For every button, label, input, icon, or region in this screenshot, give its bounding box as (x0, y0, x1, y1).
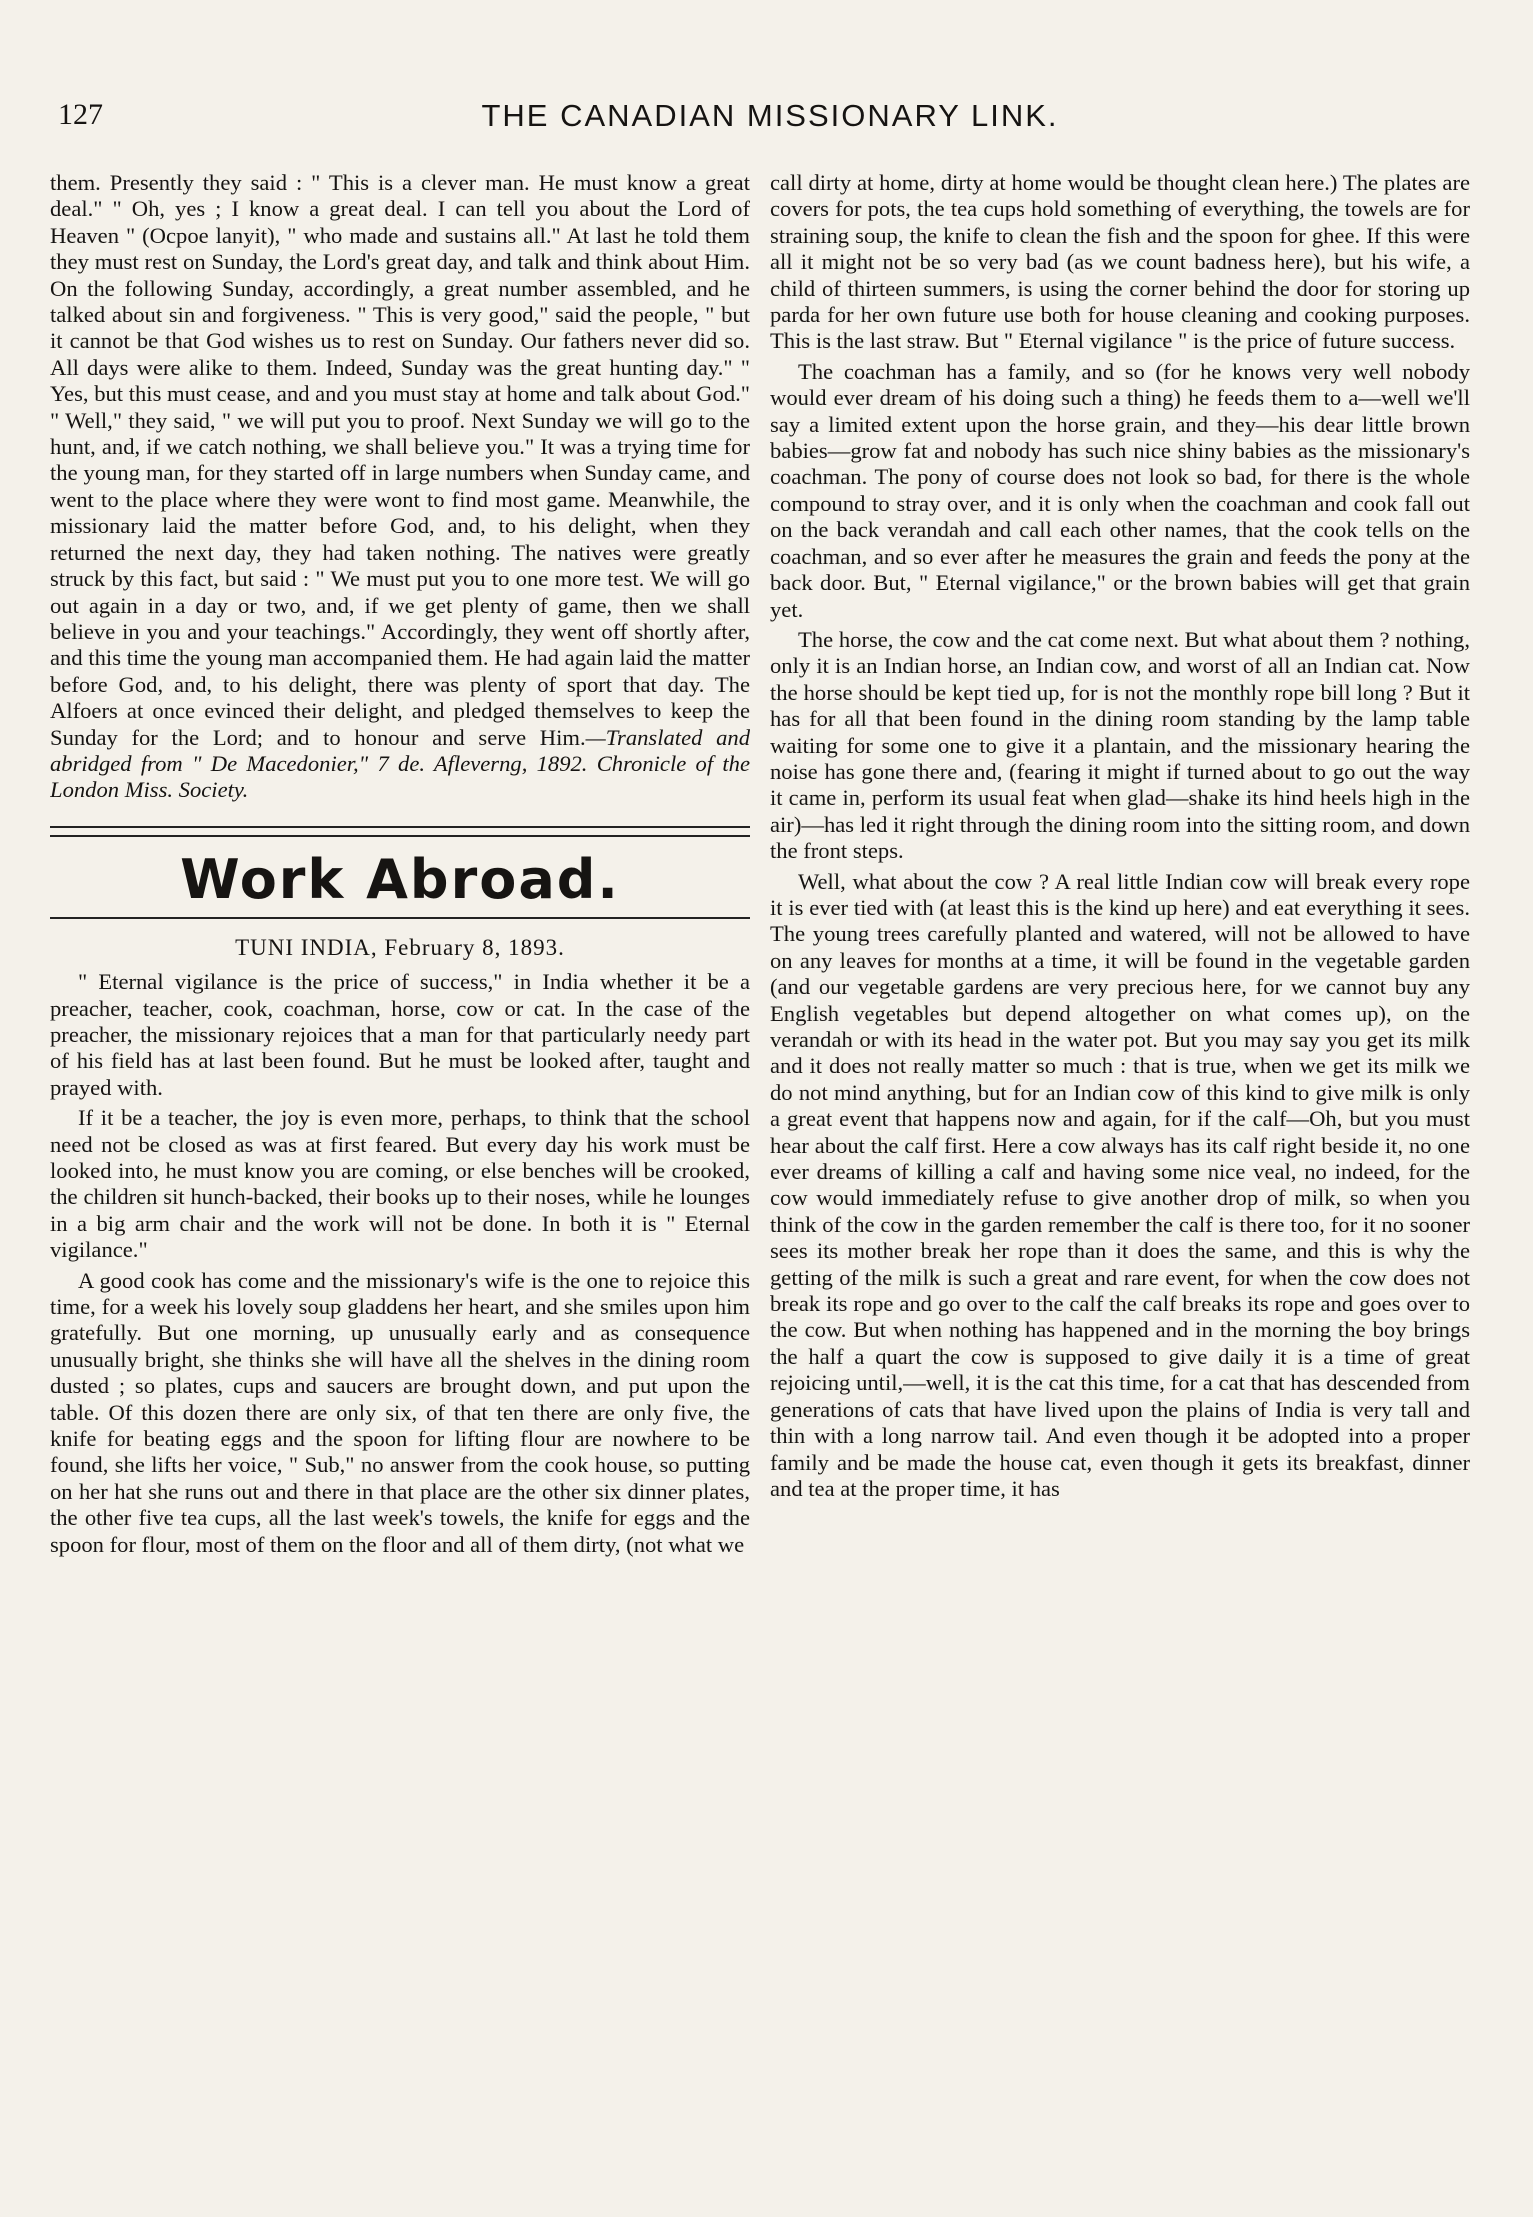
section-divider (50, 826, 750, 837)
article-paragraph: " Eternal vigilance is the price of success," in India whether it be a preacher, teacher, cook, coachman, horse, cow or cat. In the case of the preacher, the missionary rejoices that a man for that particularly needy part of his field has at last been found. But he must be looked after, taught and prayed with. (50, 969, 750, 1100)
continued-article-text: them. Presently they said : " This is a clever man. He must know a great deal." " Oh, yes ; I know a great deal. I can tell you about the Lord of Heaven " (Ocpoe lanyit), " who made and sustains all." At last he told them they must rest on Sunday, the Lord's great day, and talk and think about Him. On the following Sunday, accordingly, a great number assembled, and he talked about sin and forgiveness. " This is very good," said the people, " but it cannot be that God wishes us to rest on Sunday. Our fathers never did so. All days were alike to them. Indeed, Sunday was the great hunting day." " Yes, but this must cease, and and you must stay at home and talk about God." " Well," they said, " we will put you to proof. Next Sunday we will go to the hunt, and, if we catch nothing, we shall believe you." It was a trying time for the young man, for they started off in large numbers when Sunday came, and went to the place where they were wont to find most game. Meanwhile, the missionary laid the matter before God, and, to his delight, when they returned the next day, they had taken nothing. The natives were greatly struck by this fact, but said : " We must put you to one more test. We will go out again in a day or two, and, if we get plenty of game, then we shall believe in you and your teachings." Accordingly, they went off shortly after, and this time the young man accompanied them. He had again laid the matter before God, and, to his delight, there was plenty of sport that day. The Alfoers at once evinced their delight, and pledged themselves to keep the Sunday for the Lord; and to honour and serve Him.—Translated and abridged from " De Macedonier," 7 de. Afleverng, 1892. Chronicle of the London Miss. Society. (50, 170, 750, 803)
section-heading: Work Abroad. (180, 847, 620, 911)
article-paragraph: If it be a teacher, the joy is even more, perhaps, to think that the school need not be closed as was at first feared. But every day his work must be looked into, he must know you are coming, or else benches will be crooked, the children sit hunch-backed, their books up to their noses, while he lounges in a big arm chair and the work will not be done. In both it is " Eternal vigilance." (50, 1105, 750, 1263)
dateline: TUNI INDIA, February 8, 1893. (235, 934, 565, 960)
running-title: THE CANADIAN MISSIONARY LINK. (481, 98, 1059, 133)
left-column (50, 170, 750, 2190)
article-paragraph: Well, what about the cow ? A real little Indian cow will break every rope it is ever tied with (at least this is the kind up here) and eat everything it sees. The young trees carefully planted and watered, will not be allowed to have on any leaves for months at a time, it will be found in the vegetable garden (and our vegetable gardens are very precious here, for we cannot buy any English vegetables but depend altogether on what comes up), on the verandah or with its head in the water pot. But you may say you get its milk and it does not really matter so much : that is true, when we get its milk we do not mind anything, but for an Indian cow of this kind to give milk is only a great event that happens now and again, for if the calf—Oh, but you must hear about the calf first. Here a cow always has its calf right beside it, no one ever dreams of killing a calf and having some nice veal, no indeed, for the cow would immediately refuse to give another drop of milk, so when you think of the cow in the garden remember the calf is there too, for it no sooner sees its mother break her rope than it does the same, and this is why the getting of the milk is such a great and rare event, for when the cow does not break its rope and go over to the calf the calf breaks its rope and goes over to the cow. But when nothing has happened and in the morning the boy brings the half a quart the cow is supposed to give daily it is a time of great rejoicing until,—well, it is the cat this time, for a cat that has descended from generations of cats that have lived upon the plains of India is very tall and thin with a long narrow tail. And even though it be adopted into a proper family and be made the house cat, even though it gets its breakfast, dinner and tea at the proper time, it has (770, 868, 1470, 1501)
article-paragraph: call dirty at home, dirty at home would be thought clean here.) The plates are covers for pots, the tea cups hold something of everything, the towels are for straining soup, the knife to clean the fish and the spoon for ghee. If this were all it might not be so very bad (as we count badness here), but his wife, a child of thirteen summers, is using the corner behind the door for storing up parda for her own future use both for house cleaning and cooking purposes. This is the last straw. But " Eternal vigilance " is the price of future success. (770, 170, 1470, 354)
right-column (770, 170, 1470, 2190)
article-paragraph: The horse, the cow and the cat come next. But what about them ? nothing, only it is an Indian horse, an Indian cow, and worst of all an Indian cat. Now the horse should be kept tied up, for is not the monthly rope bill long ? But it has for all that been found in the dining room standing by the lamp table waiting for some one to give it a plantain, and the missionary hearing the noise has gone there and, (fearing it might if turned about to go out the way it came in, perform its usual feat when glad—shake its hind heels high in the air)—has led it right through the dining room into the sitting room, and down the front steps. (770, 626, 1470, 864)
page-number: 127 (58, 98, 103, 131)
page-header (50, 98, 1490, 142)
article-paragraph: The coachman has a family, and so (for he knows very well nobody would ever dream of his doing such a thing) he feeds them to a—well we'll say a limited extent upon the horse grain, and they—his dear little brown babies—grow fat and nobody has such nice shiny babies as the missionary's coachman. The pony of course does not look so bad, for there is the whole compound to stray over, and it is only when the coachman and cook fall out on the back verandah and call each other names, that the cook tells on the coachman, and so ever after he measures the grain and feeds the pony at the back door. But, " Eternal vigilance," or the brown babies will get that grain yet. (770, 358, 1470, 622)
heading-rule (50, 917, 750, 919)
article-paragraph: A good cook has come and the missionary's wife is the one to rejoice this time, for a week his lovely soup gladdens her heart, and she smiles upon him gratefully. But one morning, up unusually early and as consequence unusually bright, she thinks she will have all the shelves in the dining room dusted ; so plates, cups and saucers are brought down, and put upon the table. Of this dozen there are only six, of that ten there are only five, the knife for beating eggs and the spoon for lifting flour are nowhere to be found, she lifts her voice, " Sub," no answer from the cook house, so putting on her hat she runs out and there in that place are the other six dinner plates, the other five tea cups, all the last week's towels, the knife for eggs and the spoon for flour, most of them on the floor and all of them dirty, (not what we (50, 1267, 750, 1557)
article-attribution: —Translated and abridged from " De Macedonier," 7 de. Afleverng, 1892. Chronicle of the London Miss. Society. (50, 724, 750, 803)
